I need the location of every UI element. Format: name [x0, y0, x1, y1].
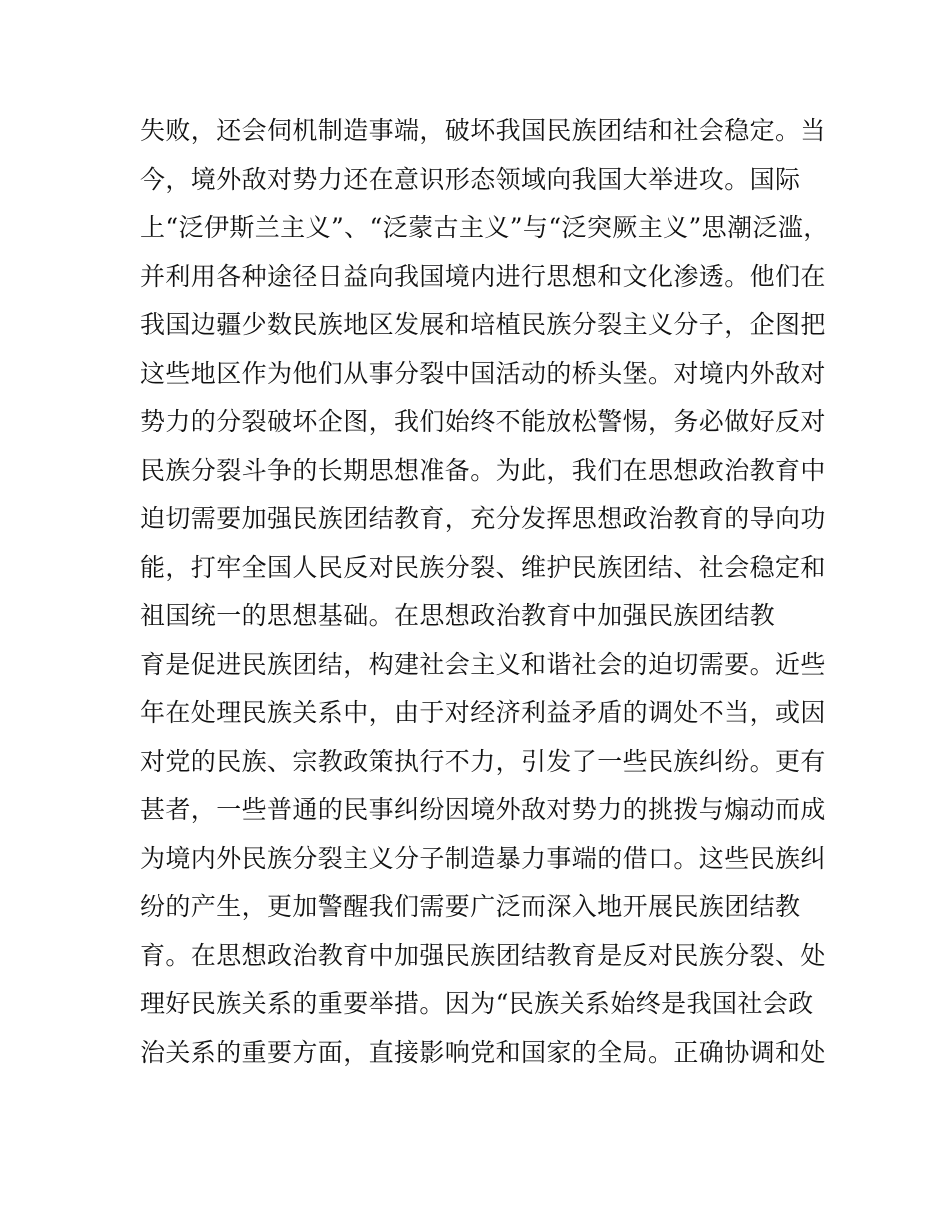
text-line: 甚者，一些普通的民事纠纷因境外敌对势力的挑拨与煽动而成: [140, 795, 826, 824]
text-line: 今，境外敌对势力还在意识形态领域向我国大举进攻。国际: [140, 164, 801, 194]
text-line: 育。在思想政治教育中加强民族团结教育是反对民族分裂、处: [140, 940, 826, 970]
text-line: 上“泛伊斯兰主义”、“泛蒙古主义”与“泛突厥主义”思潮泛滥，: [140, 213, 829, 242]
text-line: 并利用各种途径日益向我国境内进行思想和文化渗透。他们在: [140, 261, 826, 291]
text-line: 治关系的重要方面，直接影响党和国家的全局。正确协调和处: [140, 1037, 826, 1067]
text-line: 对党的民族、宗教政策执行不力，引发了一些民族纠纷。更有: [140, 746, 826, 776]
text-line: 我国边疆少数民族地区发展和培植民族分裂主义分子，企图把: [140, 310, 826, 339]
text-line: 能，打牢全国人民反对民族分裂、维护民族团结、社会稳定和: [140, 552, 826, 582]
text-line: 失败，还会伺机制造事端，破坏我国民族团结和社会稳定。当: [140, 116, 826, 145]
text-line: 为境内外民族分裂主义分子制造暴力事端的借口。这些民族纠: [140, 843, 826, 873]
text-line: 民族分裂斗争的长期思想准备。为此，我们在思想政治教育中: [140, 455, 826, 485]
body-text: [140, 107, 829, 1077]
text-line: 理好民族关系的重要举措。因为“民族关系始终是我国社会政: [140, 989, 814, 1018]
text-line: 迫切需要加强民族团结教育，充分发挥思想政治教育的导向功: [140, 504, 826, 533]
text-line: 纷的产生，更加警醒我们需要广泛而深入地开展民族团结教: [140, 892, 801, 921]
text-line: 祖国统一的思想基础。在思想政治教育中加强民族团结教: [140, 601, 776, 630]
text-line: 这些地区作为他们从事分裂中国活动的桥头堡。对境内外敌对: [140, 358, 826, 388]
text-line: 势力的分裂破坏企图，我们始终不能放松警惕，务必做好反对: [140, 407, 826, 436]
text-line: 育是促进民族团结，构建社会主义和谐社会的迫切需要。近些: [140, 649, 826, 679]
text-line: 年在处理民族关系中，由于对经济利益矛盾的调处不当，或因: [140, 698, 826, 727]
